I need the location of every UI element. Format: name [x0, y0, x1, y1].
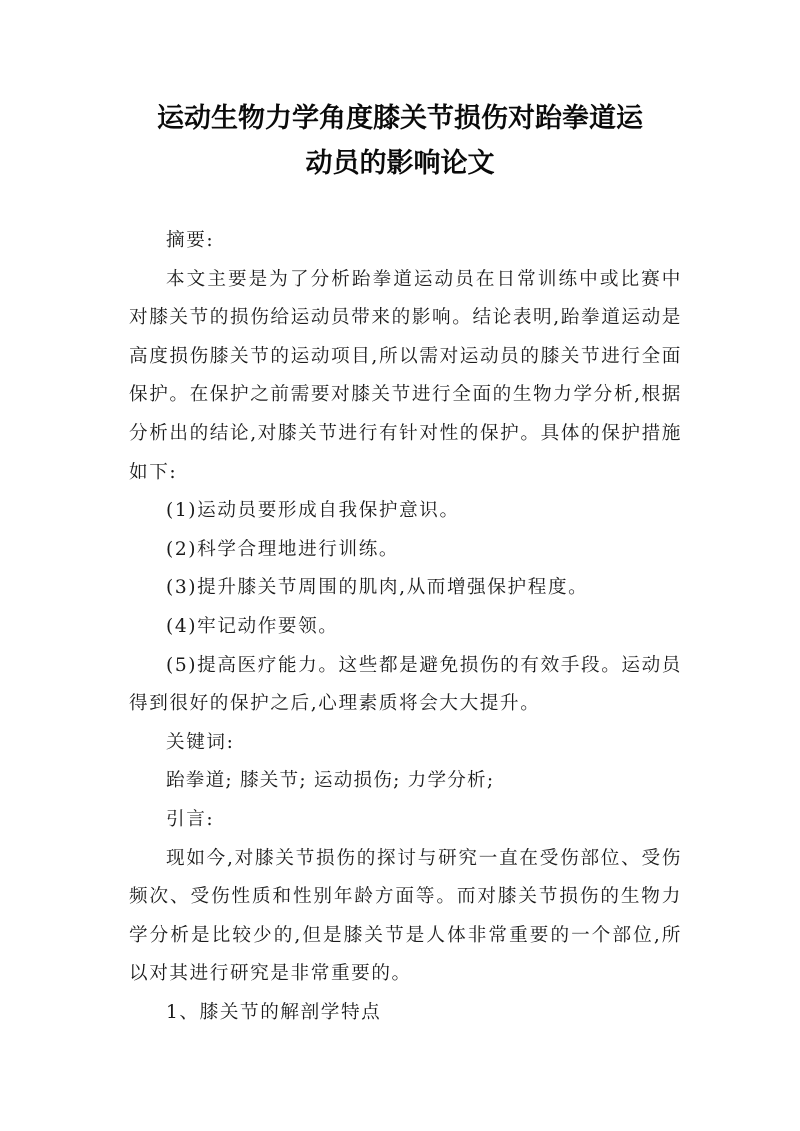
abstract-text: 本文主要是为了分析跆拳道运动员在日常训练中或比赛中对膝关节的损伤给运动员带来的影响。结论表明,跆拳道运动是高度损伤膝关节的运动项目,所以需对运动员的膝关节进行全面保护。在保护之前需要对膝关节进行全面的生物力学分析,根据分析出的结论,对膝关节进行有针对性的保护。具体的保护措施如下:: [129, 268, 682, 483]
abstract-item-4: (4)牢记动作要领。: [166, 615, 339, 637]
section-1-heading: 1、膝关节的解剖学特点: [166, 1001, 382, 1023]
abstract-heading: 摘要:: [166, 230, 215, 251]
abstract-item-5: (5)提高医疗能力。这些都是避免损伤的有效手段。运动员得到很好的保护之后,心理素质将会大大提升。: [129, 654, 682, 715]
introduction-heading: 引言:: [166, 808, 215, 830]
abstract-item-3: (3)提升膝关节周围的肌肉,从而增强保护程度。: [166, 577, 589, 599]
keywords-heading: 关键词:: [166, 731, 235, 753]
introduction-text: 现如今,对膝关节损伤的探讨与研究一直在受伤部位、受伤频次、受伤性质和性别年龄方面等。而对膝关节损伤的生物力学分析是比较少的,但是膝关节是人体非常重要的一个部位,所以对其进行研究是非常重要的。: [129, 847, 682, 985]
abstract-item-2: (2)科学合理地进行训练。: [166, 538, 400, 560]
document-body: [129, 222, 682, 1032]
document-title-line-2: 动员的影响论文: [305, 148, 495, 179]
abstract-item-1: (1)运动员要形成自我保护意识。: [166, 500, 460, 522]
keywords-text: 跆拳道; 膝关节; 运动损伤; 力学分析;: [166, 770, 495, 792]
document-title-line-1: 运动生物力学角度膝关节损伤对跆拳道运: [157, 103, 643, 134]
